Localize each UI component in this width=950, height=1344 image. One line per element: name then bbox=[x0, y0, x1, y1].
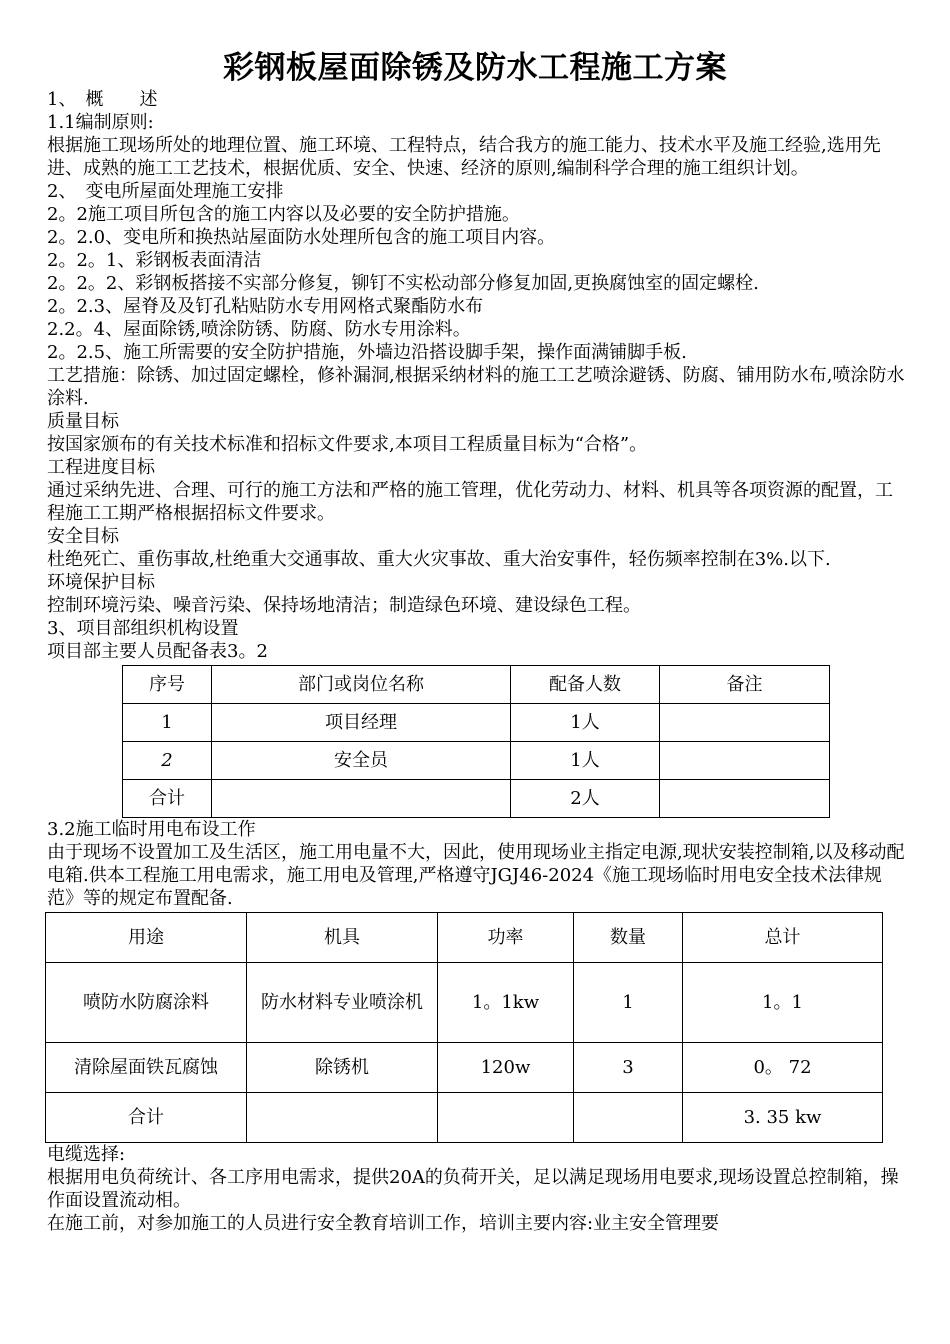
table-cell: 2人 bbox=[511, 780, 660, 818]
paragraph: 2。2。1、彩钢板表面清洁 bbox=[47, 250, 262, 271]
table-cell: 1 bbox=[123, 704, 212, 742]
paragraph: 项目部主要人员配备表3。2 bbox=[47, 641, 268, 662]
equipment-table bbox=[45, 912, 883, 1143]
table-header-cell: 备注 bbox=[660, 666, 830, 704]
paragraph: 杜绝死亡、重伤事故,杜绝重大交通事故、重大火灾事故、重大治安事件，轻伤频率控制在3%.以下. bbox=[47, 549, 831, 570]
table-cell: 3 bbox=[574, 1043, 683, 1093]
table-cell bbox=[438, 1093, 574, 1143]
paragraph: 3、项目部组织机构设置 bbox=[47, 618, 239, 639]
table-cell: 合计 bbox=[46, 1093, 247, 1143]
table-cell: 1人 bbox=[511, 742, 660, 780]
document-title: 彩钢板屋面除锈及防水工程施工方案 bbox=[223, 50, 727, 86]
table-cell bbox=[574, 1093, 683, 1143]
paragraph: 环境保护目标 bbox=[47, 572, 155, 593]
table-header-cell: 总计 bbox=[683, 913, 883, 963]
document-body bbox=[47, 88, 907, 1235]
table-header-cell: 部门或岗位名称 bbox=[212, 666, 511, 704]
table-header-cell: 用途 bbox=[46, 913, 247, 963]
paragraph: 2。2.5、施工所需要的安全防护措施，外墙边沿搭设脚手架，操作面满铺脚手板. bbox=[47, 342, 687, 363]
paragraph: 2。2.3、屋脊及及钉孔粘贴防水专用网格式聚酯防水布 bbox=[47, 296, 484, 317]
table-cell: 喷防水防腐涂料 bbox=[46, 963, 247, 1043]
paragraph: 在施工前，对参加施工的人员进行安全教育培训工作，培训主要内容:业主安全管理要 bbox=[47, 1213, 720, 1234]
mid-paragraphs bbox=[47, 818, 907, 910]
paragraph: 由于现场不设置加工及生活区，施工用电量不大，因此，使用现场业主指定电源,现状安装控制箱,以及移动配电箱.供本工程施工用电需求，施工用电及管理,严格遵守JGJ46-2024《施工现场临时用电安全技术法律规范》等的规定布置配备. bbox=[47, 842, 905, 909]
table-cell: 防水材料专业喷涂机 bbox=[247, 963, 438, 1043]
table-cell: 安全员 bbox=[212, 742, 511, 780]
table-row bbox=[46, 1093, 883, 1143]
paragraph: 工程进度目标 bbox=[47, 457, 155, 478]
paragraph: 通过采纳先进、合理、可行的施工方法和严格的施工管理，优化劳动力、材料、机具等各项资源的配置，工程施工工期严格根据招标文件要求。 bbox=[47, 480, 893, 524]
table-cell bbox=[660, 742, 830, 780]
top-paragraphs bbox=[47, 88, 907, 663]
table-header-cell: 数量 bbox=[574, 913, 683, 963]
table-row bbox=[123, 780, 830, 818]
paragraph: 2.2。4、屋面除锈,喷涂防锈、防腐、防水专用涂料。 bbox=[47, 319, 471, 340]
table-cell: 清除屋面铁瓦腐蚀 bbox=[46, 1043, 247, 1093]
paragraph: 根据用电负荷统计、各工序用电需求，提供20A的负荷开关，足以满足现场用电要求,现场设置总控制箱，操作面设置流动相。 bbox=[47, 1167, 899, 1211]
table-cell: 除锈机 bbox=[247, 1043, 438, 1093]
table-row bbox=[123, 704, 830, 742]
table-cell: 1人 bbox=[511, 704, 660, 742]
table-header-cell: 功率 bbox=[438, 913, 574, 963]
table-cell: 项目经理 bbox=[212, 704, 511, 742]
table-cell bbox=[212, 780, 511, 818]
table-cell: 1 bbox=[574, 963, 683, 1043]
table-header-row bbox=[123, 666, 830, 704]
paragraph: 2。2施工项目所包含的施工内容以及必要的安全防护措施。 bbox=[47, 204, 520, 225]
table-header-cell: 序号 bbox=[123, 666, 212, 704]
paragraph: 控制环境污染、噪音污染、保持场地清洁；制造绿色环境、建设绿色工程。 bbox=[47, 595, 641, 616]
table-row bbox=[123, 742, 830, 780]
table-cell bbox=[660, 704, 830, 742]
paragraph: 质量目标 bbox=[47, 411, 119, 432]
table-cell bbox=[247, 1093, 438, 1143]
table-header-cell: 配备人数 bbox=[511, 666, 660, 704]
table-header-row bbox=[46, 913, 883, 963]
table-cell: 2 bbox=[123, 742, 212, 780]
table-cell: 合计 bbox=[123, 780, 212, 818]
table-header-cell: 机具 bbox=[247, 913, 438, 963]
paragraph: 按国家颁布的有关技术标准和招标文件要求,本项目工程质量目标为“合格”。 bbox=[47, 434, 648, 455]
paragraph: 2。2。2、彩钢板搭接不实部分修复，铆钉不实松动部分修复加固,更换腐蚀室的固定螺栓. bbox=[47, 273, 759, 294]
paragraph: 1、 概 述 bbox=[47, 89, 158, 110]
paragraph: 1.1编制原则: bbox=[47, 112, 154, 133]
bottom-paragraphs bbox=[47, 1143, 907, 1235]
paragraph: 2、 变电所屋面处理施工安排 bbox=[47, 181, 284, 202]
staff-table bbox=[122, 665, 830, 818]
paragraph: 2。2.0、变电所和换热站屋面防水处理所包含的施工项目内容。 bbox=[47, 227, 556, 248]
table-row bbox=[46, 963, 883, 1043]
table-row bbox=[46, 1043, 883, 1093]
paragraph: 3.2施工临时用电布设工作 bbox=[47, 819, 256, 840]
paragraph: 工艺措施：除锈、加过固定螺栓，修补漏洞,根据采纳材料的施工工艺喷涂避锈、防腐、铺用防水布,喷涂防水涂料. bbox=[47, 365, 905, 409]
table-cell bbox=[660, 780, 830, 818]
table-cell: 0。 72 bbox=[683, 1043, 883, 1093]
table-cell: 1。1kw bbox=[438, 963, 574, 1043]
paragraph: 根据施工现场所处的地理位置、施工环境、工程特点，结合我方的施工能力、技术水平及施工经验,选用先进、成熟的施工工艺技术，根据优质、安全、快速、经济的原则,编制科学合理的施工组织计划。 bbox=[47, 135, 881, 179]
table-cell: 3. 35 kw bbox=[683, 1093, 883, 1143]
table-cell: 120w bbox=[438, 1043, 574, 1093]
paragraph: 安全目标 bbox=[47, 526, 119, 547]
paragraph: 电缆选择: bbox=[47, 1144, 126, 1165]
table-cell: 1。1 bbox=[683, 963, 883, 1043]
